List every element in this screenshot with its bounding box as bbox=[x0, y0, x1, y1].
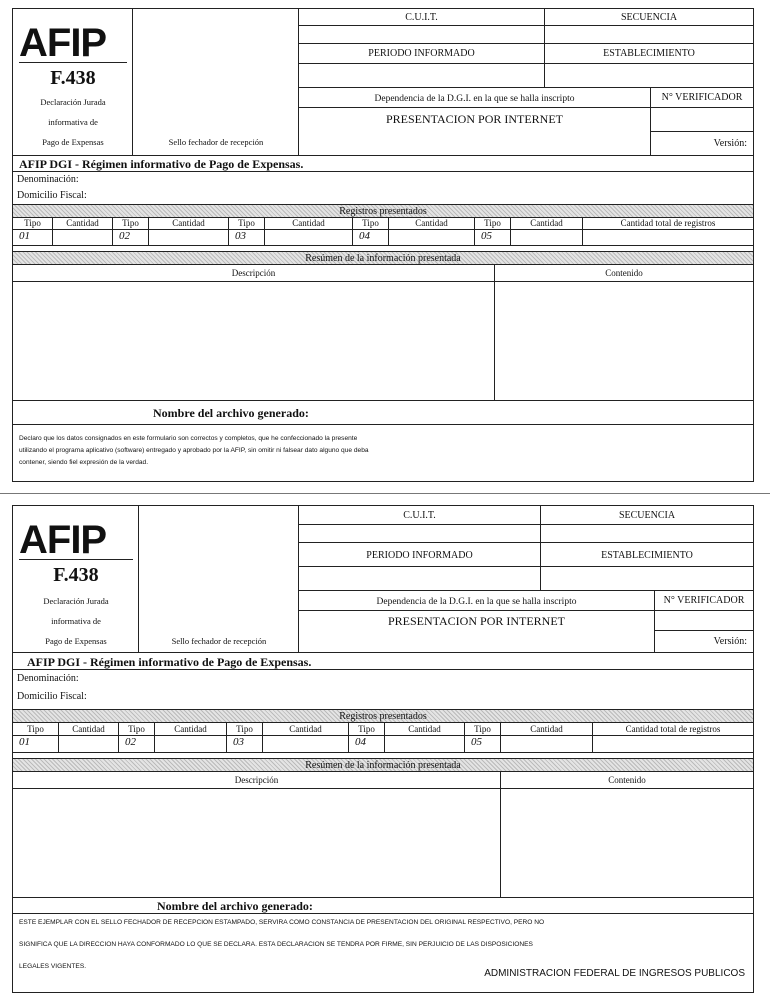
periodo-label: PERIODO INFORMADO bbox=[299, 543, 541, 567]
legal-line: SIGNIFICA QUE LA DIRECCION HAYA CONFORMADO LO QUE SE DECLARA. ESTA DECLARACION SE TENDRA POR FIRME, SIN PERJUICIO DE LAS DISPOSICIONES bbox=[19, 941, 533, 948]
verificador-value-field[interactable] bbox=[651, 108, 753, 132]
logo-box bbox=[13, 9, 133, 155]
domicilio-label: Domicilio Fiscal: bbox=[17, 190, 87, 201]
contenido-header: Contenido bbox=[495, 265, 753, 282]
tipo-cell-4 bbox=[349, 723, 385, 753]
descripcion-column[interactable] bbox=[13, 265, 495, 401]
contenido-column[interactable] bbox=[495, 265, 753, 401]
cantidad-cell-5[interactable] bbox=[501, 723, 593, 753]
cantidad-header: Cantidad bbox=[511, 218, 582, 230]
cantidad-cell-3[interactable] bbox=[265, 218, 353, 246]
verificador-value-field[interactable] bbox=[655, 611, 753, 631]
cantidad-header: Cantidad bbox=[53, 218, 112, 230]
tipo-value: 03 bbox=[233, 736, 244, 748]
declaration-line-1: Declaración Jurada bbox=[43, 596, 109, 606]
establecimiento-label: ESTABLECIMIENTO bbox=[545, 44, 753, 64]
cantidad-cell-2[interactable] bbox=[155, 723, 227, 753]
afip-logo: AFIP bbox=[19, 23, 127, 63]
cuit-label: C.U.I.T. bbox=[299, 506, 541, 525]
registros-table bbox=[13, 218, 753, 246]
stamp-area bbox=[133, 9, 299, 155]
tipo-header: Tipo bbox=[465, 723, 500, 736]
cantidad-header: Cantidad bbox=[149, 218, 228, 230]
tipo-header: Tipo bbox=[349, 723, 384, 736]
declaration-line: contener, siendo fiel expresión de la verdad. bbox=[19, 459, 149, 466]
cantidad-header: Cantidad bbox=[263, 723, 348, 736]
dependencia-label: Dependencia de la D.G.I. en la que se halla inscripto bbox=[299, 591, 655, 611]
cantidad-cell-2[interactable] bbox=[149, 218, 229, 246]
total-cell[interactable] bbox=[593, 723, 753, 753]
tipo-value: 01 bbox=[19, 736, 30, 748]
resumen-band: Resúmen de la información presentada bbox=[13, 251, 753, 265]
declaration-line-1: Declaración Jurada bbox=[40, 97, 106, 107]
total-header: Cantidad total de registros bbox=[593, 723, 753, 736]
copy-separator bbox=[0, 493, 770, 494]
descripcion-header: Descripción bbox=[13, 265, 494, 282]
denominacion-label: Denominación: bbox=[17, 174, 79, 185]
tipo-value: 05 bbox=[471, 736, 482, 748]
tipo-header: Tipo bbox=[353, 218, 388, 230]
form-copy-2 bbox=[12, 505, 754, 993]
tipo-header: Tipo bbox=[13, 723, 58, 736]
cuit-value-field[interactable] bbox=[299, 525, 541, 543]
presentacion-label: PRESENTACION POR INTERNET bbox=[299, 611, 655, 652]
descripcion-header: Descripción bbox=[13, 772, 500, 789]
resumen-table bbox=[13, 265, 753, 401]
tipo-cell-3 bbox=[229, 218, 265, 246]
legal-line: LEGALES VIGENTES. bbox=[19, 963, 87, 970]
tipo-value: 01 bbox=[19, 230, 30, 242]
tipo-header: Tipo bbox=[113, 218, 148, 230]
establecimiento-value-field[interactable] bbox=[545, 64, 753, 88]
cantidad-cell-3[interactable] bbox=[263, 723, 349, 753]
declaration-line-3: Pago de Expensas bbox=[45, 636, 107, 646]
cantidad-cell-1[interactable] bbox=[53, 218, 113, 246]
tipo-header: Tipo bbox=[13, 218, 52, 230]
archivo-label: Nombre del archivo generado: bbox=[13, 898, 753, 914]
stamp-label: Sello fechador de recepción bbox=[171, 636, 267, 646]
tipo-cell-2 bbox=[119, 723, 155, 753]
form-copy-1 bbox=[12, 8, 754, 482]
declaration-line-2: informativa de bbox=[48, 117, 98, 127]
verificador-label: N° VERIFICADOR bbox=[655, 591, 753, 611]
tipo-value: 03 bbox=[235, 230, 246, 242]
registros-band: Registros presentados bbox=[13, 204, 753, 218]
registros-table bbox=[13, 723, 753, 753]
tipo-cell-5 bbox=[475, 218, 511, 246]
descripcion-column[interactable] bbox=[13, 772, 501, 898]
stamp-label: Sello fechador de recepción bbox=[168, 137, 264, 147]
periodo-value-field[interactable] bbox=[299, 64, 545, 88]
tipo-value: 04 bbox=[355, 736, 366, 748]
registros-band: Registros presentados bbox=[13, 709, 753, 723]
contenido-column[interactable] bbox=[501, 772, 753, 898]
logo-box bbox=[13, 506, 139, 652]
cantidad-header: Cantidad bbox=[501, 723, 592, 736]
total-cell[interactable] bbox=[583, 218, 753, 246]
secuencia-label: SECUENCIA bbox=[541, 506, 753, 525]
cantidad-cell-5[interactable] bbox=[511, 218, 583, 246]
total-header: Cantidad total de registros bbox=[583, 218, 753, 230]
establecimiento-label: ESTABLECIMIENTO bbox=[541, 543, 753, 567]
cuit-label: C.U.I.T. bbox=[299, 9, 545, 26]
presentacion-label: PRESENTACION POR INTERNET bbox=[299, 108, 651, 155]
establecimiento-value-field[interactable] bbox=[541, 567, 753, 591]
tipo-header: Tipo bbox=[229, 218, 264, 230]
footer-organization: ADMINISTRACION FEDERAL DE INGRESOS PUBLICOS bbox=[484, 968, 745, 979]
tipo-cell-2 bbox=[113, 218, 149, 246]
periodo-label: PERIODO INFORMADO bbox=[299, 44, 545, 64]
declaration-text bbox=[13, 433, 753, 479]
cantidad-header: Cantidad bbox=[389, 218, 474, 230]
cantidad-header: Cantidad bbox=[155, 723, 226, 736]
cantidad-cell-4[interactable] bbox=[389, 218, 475, 246]
resumen-band: Resúmen de la información presentada bbox=[13, 758, 753, 772]
cantidad-cell-4[interactable] bbox=[385, 723, 465, 753]
contenido-header: Contenido bbox=[501, 772, 753, 789]
tipo-header: Tipo bbox=[227, 723, 262, 736]
version-label: Versión: bbox=[713, 636, 747, 647]
domicilio-label: Domicilio Fiscal: bbox=[17, 691, 87, 702]
cuit-value-field[interactable] bbox=[299, 26, 545, 44]
declaration-line-3: Pago de Expensas bbox=[42, 137, 104, 147]
tipo-header: Tipo bbox=[119, 723, 154, 736]
tipo-cell-1 bbox=[13, 218, 53, 246]
dependencia-label: Dependencia de la D.G.I. en la que se halla inscripto bbox=[299, 88, 651, 108]
afip-logo: AFIP bbox=[19, 520, 133, 560]
cantidad-header: Cantidad bbox=[265, 218, 352, 230]
tipo-header: Tipo bbox=[475, 218, 510, 230]
form-number: F.438 bbox=[53, 564, 99, 586]
stamp-area bbox=[139, 506, 299, 652]
secuencia-value-field[interactable] bbox=[545, 26, 753, 44]
declaration-line: Declaro que los datos consignados en este formulario son correctos y completos, que he confeccionado la presente bbox=[19, 435, 358, 442]
cantidad-header: Cantidad bbox=[385, 723, 464, 736]
cantidad-header: Cantidad bbox=[59, 723, 118, 736]
tipo-value: 04 bbox=[359, 230, 370, 242]
secuencia-value-field[interactable] bbox=[541, 525, 753, 543]
form-number: F.438 bbox=[50, 67, 96, 89]
declaration-line: utilizando el programa aplicativo (software) entregado y aprobado por la AFIP, sin omitir ni falsear dato alguno que deba bbox=[19, 447, 369, 454]
form-title: AFIP DGI - Régimen informativo de Pago de Expensas. bbox=[13, 652, 753, 670]
verificador-label: N° VERIFICADOR bbox=[651, 88, 753, 108]
secuencia-label: SECUENCIA bbox=[545, 9, 753, 26]
cantidad-cell-1[interactable] bbox=[59, 723, 119, 753]
tipo-cell-5 bbox=[465, 723, 501, 753]
periodo-value-field[interactable] bbox=[299, 567, 541, 591]
cuit-section bbox=[299, 506, 753, 652]
tipo-value: 02 bbox=[125, 736, 136, 748]
resumen-table bbox=[13, 772, 753, 898]
tipo-cell-3 bbox=[227, 723, 263, 753]
tipo-value: 02 bbox=[119, 230, 130, 242]
version-label: Versión: bbox=[713, 138, 747, 149]
cuit-section bbox=[299, 9, 753, 155]
archivo-label: Nombre del archivo generado: bbox=[13, 401, 753, 425]
declaration-line-2: informativa de bbox=[51, 616, 101, 626]
tipo-cell-4 bbox=[353, 218, 389, 246]
form-title: AFIP DGI - Régimen informativo de Pago de Expensas. bbox=[13, 155, 753, 172]
legal-line: ESTE EJEMPLAR CON EL SELLO FECHADOR DE RECEPCION ESTAMPADO, SERVIRA COMO CONSTANCIA DE PRESENTACION DEL ORIGINAL RESPECTIVO, PERO NO bbox=[19, 919, 545, 926]
denominacion-label: Denominación: bbox=[17, 673, 79, 684]
tipo-value: 05 bbox=[481, 230, 492, 242]
tipo-cell-1 bbox=[13, 723, 59, 753]
